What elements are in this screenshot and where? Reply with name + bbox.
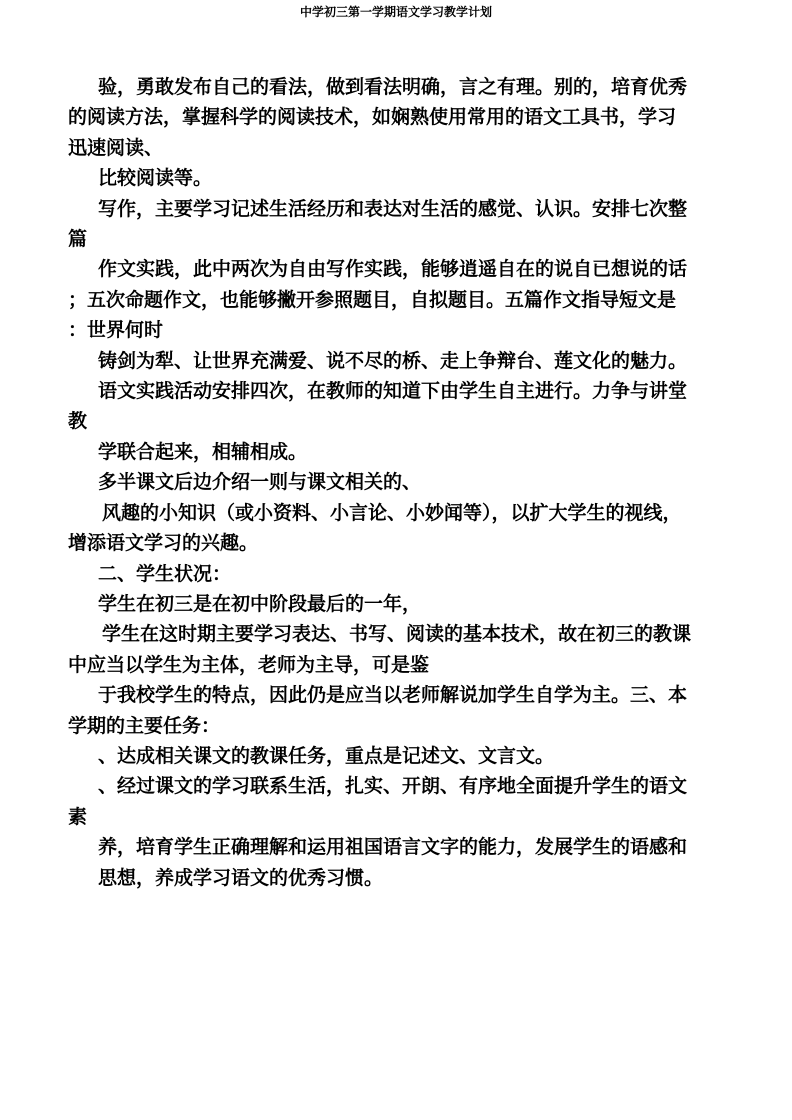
text-line: 中应当以学生为主体，老师为主导，可是鉴 <box>68 653 430 676</box>
section-heading: 二、学生状况： <box>98 562 232 585</box>
text-line: 多半课文后边介绍一则与课文相关的、 <box>98 471 422 494</box>
text-line: 学生在这时期主要学习表达、书写、阅读的基本技术，故在初三的教课 <box>102 623 692 646</box>
text-line: ；五次命题作文，也能够撇开参照题目，自拟题目。五篇作文指导短文是 <box>68 288 677 311</box>
text-line: 迅速阅读、 <box>68 136 164 159</box>
text-line: 写作，主要学习记述生活经历和表达对生活的感觉、认识。安排七次整 <box>98 197 688 220</box>
text-line: 风趣的小知识（或小资料、小言论、小妙闻等），以扩大学生的视线， <box>102 501 682 524</box>
text-line: 养，培育学生正确理解和运用祖国语言文字的能力，发展学生的语感和 <box>98 836 688 859</box>
text-line: 作文实践，此中两次为自由写作实践，能够逍遥自在的说自已想说的话 <box>98 258 688 281</box>
text-line: 、达成相关课文的教课任务，重点是记述文、文言文。 <box>98 744 555 767</box>
text-line: 学联合起来，相辅相成。 <box>98 440 308 463</box>
text-line: 、经过课文的学习联系生活，扎实、开朗、有序地全面提升学生的语文 <box>98 775 688 798</box>
text-line: 思想，养成学习语文的优秀习惯。 <box>98 866 384 889</box>
text-line: 教 <box>68 410 88 433</box>
text-line: 验，勇敢发布自己的看法，做到看法明确，言之有理。别的，培育优秀 <box>98 76 688 98</box>
text-line: 学生在初三是在初中阶段最后的一年， <box>98 592 422 615</box>
text-line: 语文实践活动安排四次，在教师的知道下由学生自主进行。力争与讲堂 <box>98 380 688 403</box>
text-line: 比较阅读等。 <box>98 167 213 190</box>
page-header: 中学初三第一学期语文学习教学计划 <box>299 5 492 19</box>
text-line: 铸剑为犁、让世界充满爱、说不尽的桥、走上争辩台、莲文化的魅力。 <box>98 349 688 372</box>
text-line: ：世界何时 <box>68 319 164 342</box>
document-body <box>68 72 728 893</box>
text-line: 篇 <box>68 228 88 251</box>
text-line: 增添语文学习的兴趣。 <box>68 532 259 555</box>
text-line: 素 <box>68 805 88 828</box>
text-line: 学期的主要任务： <box>68 714 221 737</box>
text-line: 于我校学生的特点，因此仍是应当以老师解说加学生自学为主。三、本 <box>98 684 688 707</box>
text-line: 的阅读方法，掌握科学的阅读技术，如娴熟使用常用的语文工具书，学习 <box>68 106 677 129</box>
